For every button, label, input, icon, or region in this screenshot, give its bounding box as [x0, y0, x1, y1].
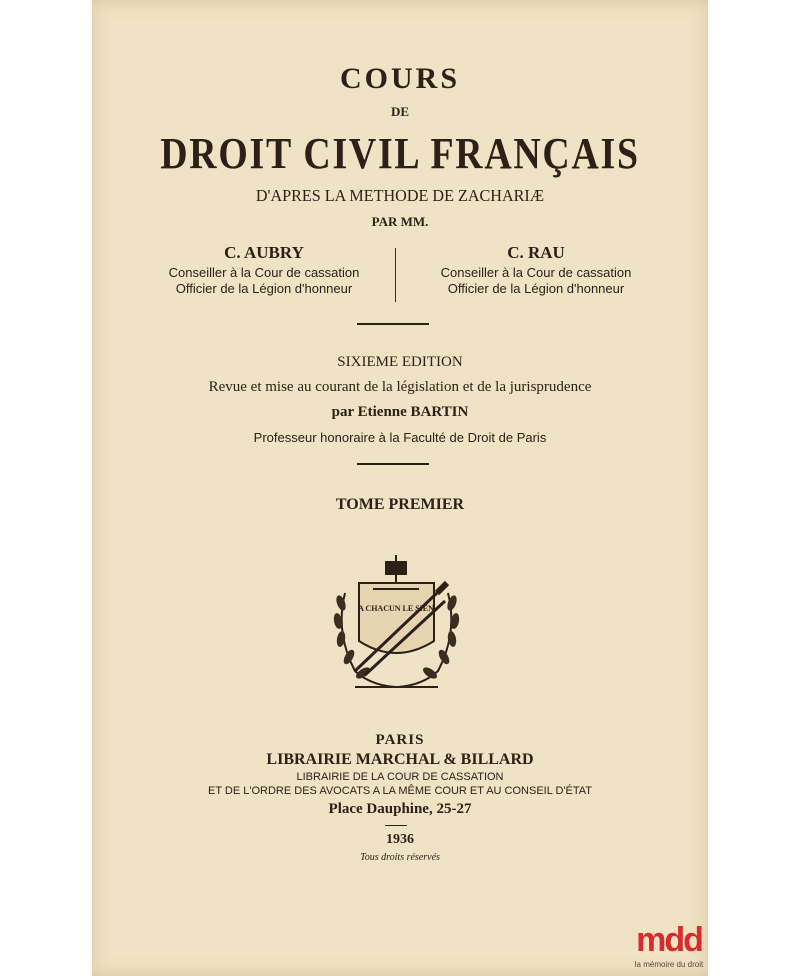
- par-mm: PAR MM.: [371, 214, 429, 229]
- edition-revue: Revue et mise au courant de la législation et de la jurisprudence: [208, 379, 592, 395]
- divider-rule: [357, 463, 429, 465]
- publisher-address: Place Dauphine, 25-27: [328, 801, 472, 817]
- publisher-line: LIBRAIRIE DE LA COUR DE CASSATION: [296, 771, 504, 783]
- author-title-line: Conseiller à la Cour de cassation: [440, 265, 632, 280]
- publication-year: 1936: [386, 832, 414, 847]
- book-title: DROIT CIVIL FRANÇAIS: [160, 129, 640, 178]
- editor-title: Professeur honoraire à la Faculté de Droit de Paris: [253, 430, 547, 445]
- author-divider: [395, 248, 396, 302]
- book-subtitle: D'APRES LA METHODE DE ZACHARIÆ: [255, 186, 545, 205]
- title-page: [92, 0, 708, 976]
- rights-notice: Tous droits réservés: [360, 852, 440, 863]
- emblem-motto: A CHACUN LE SIEN: [358, 604, 434, 613]
- cours-heading: COURS: [339, 62, 460, 95]
- publisher-city: PARIS: [375, 732, 425, 748]
- logo-text: mdd: [636, 921, 702, 959]
- logo-tagline: la mémoire du droit: [634, 960, 704, 969]
- author-title-line: Officier de la Légion d'honneur: [447, 281, 625, 296]
- author-title-line: Conseiller à la Cour de cassation: [168, 265, 360, 280]
- publisher-name: LIBRAIRIE MARCHAL & BILLARD: [266, 751, 534, 768]
- divider-rule: [385, 825, 407, 826]
- tome-label: TOME PREMIER: [335, 496, 465, 513]
- author-name: C. RAU: [507, 243, 565, 262]
- author-title-line: Officier de la Légion d'honneur: [175, 281, 353, 296]
- author-rau: [406, 243, 666, 297]
- divider-rule: [357, 323, 429, 325]
- author-name: C. AUBRY: [224, 243, 304, 262]
- edition-label: SIXIEME EDITION: [337, 354, 463, 370]
- edition-editor: par Etienne BARTIN: [331, 404, 469, 420]
- de-word: DE: [390, 104, 410, 119]
- justice-emblem-icon: [325, 553, 468, 695]
- publisher-line: ET DE L'ORDRE DES AVOCATS A LA MÊME COUR ET AU CONSEIL D'ÉTAT: [208, 785, 592, 797]
- mdd-logo: [630, 922, 708, 974]
- author-aubry: [134, 243, 394, 297]
